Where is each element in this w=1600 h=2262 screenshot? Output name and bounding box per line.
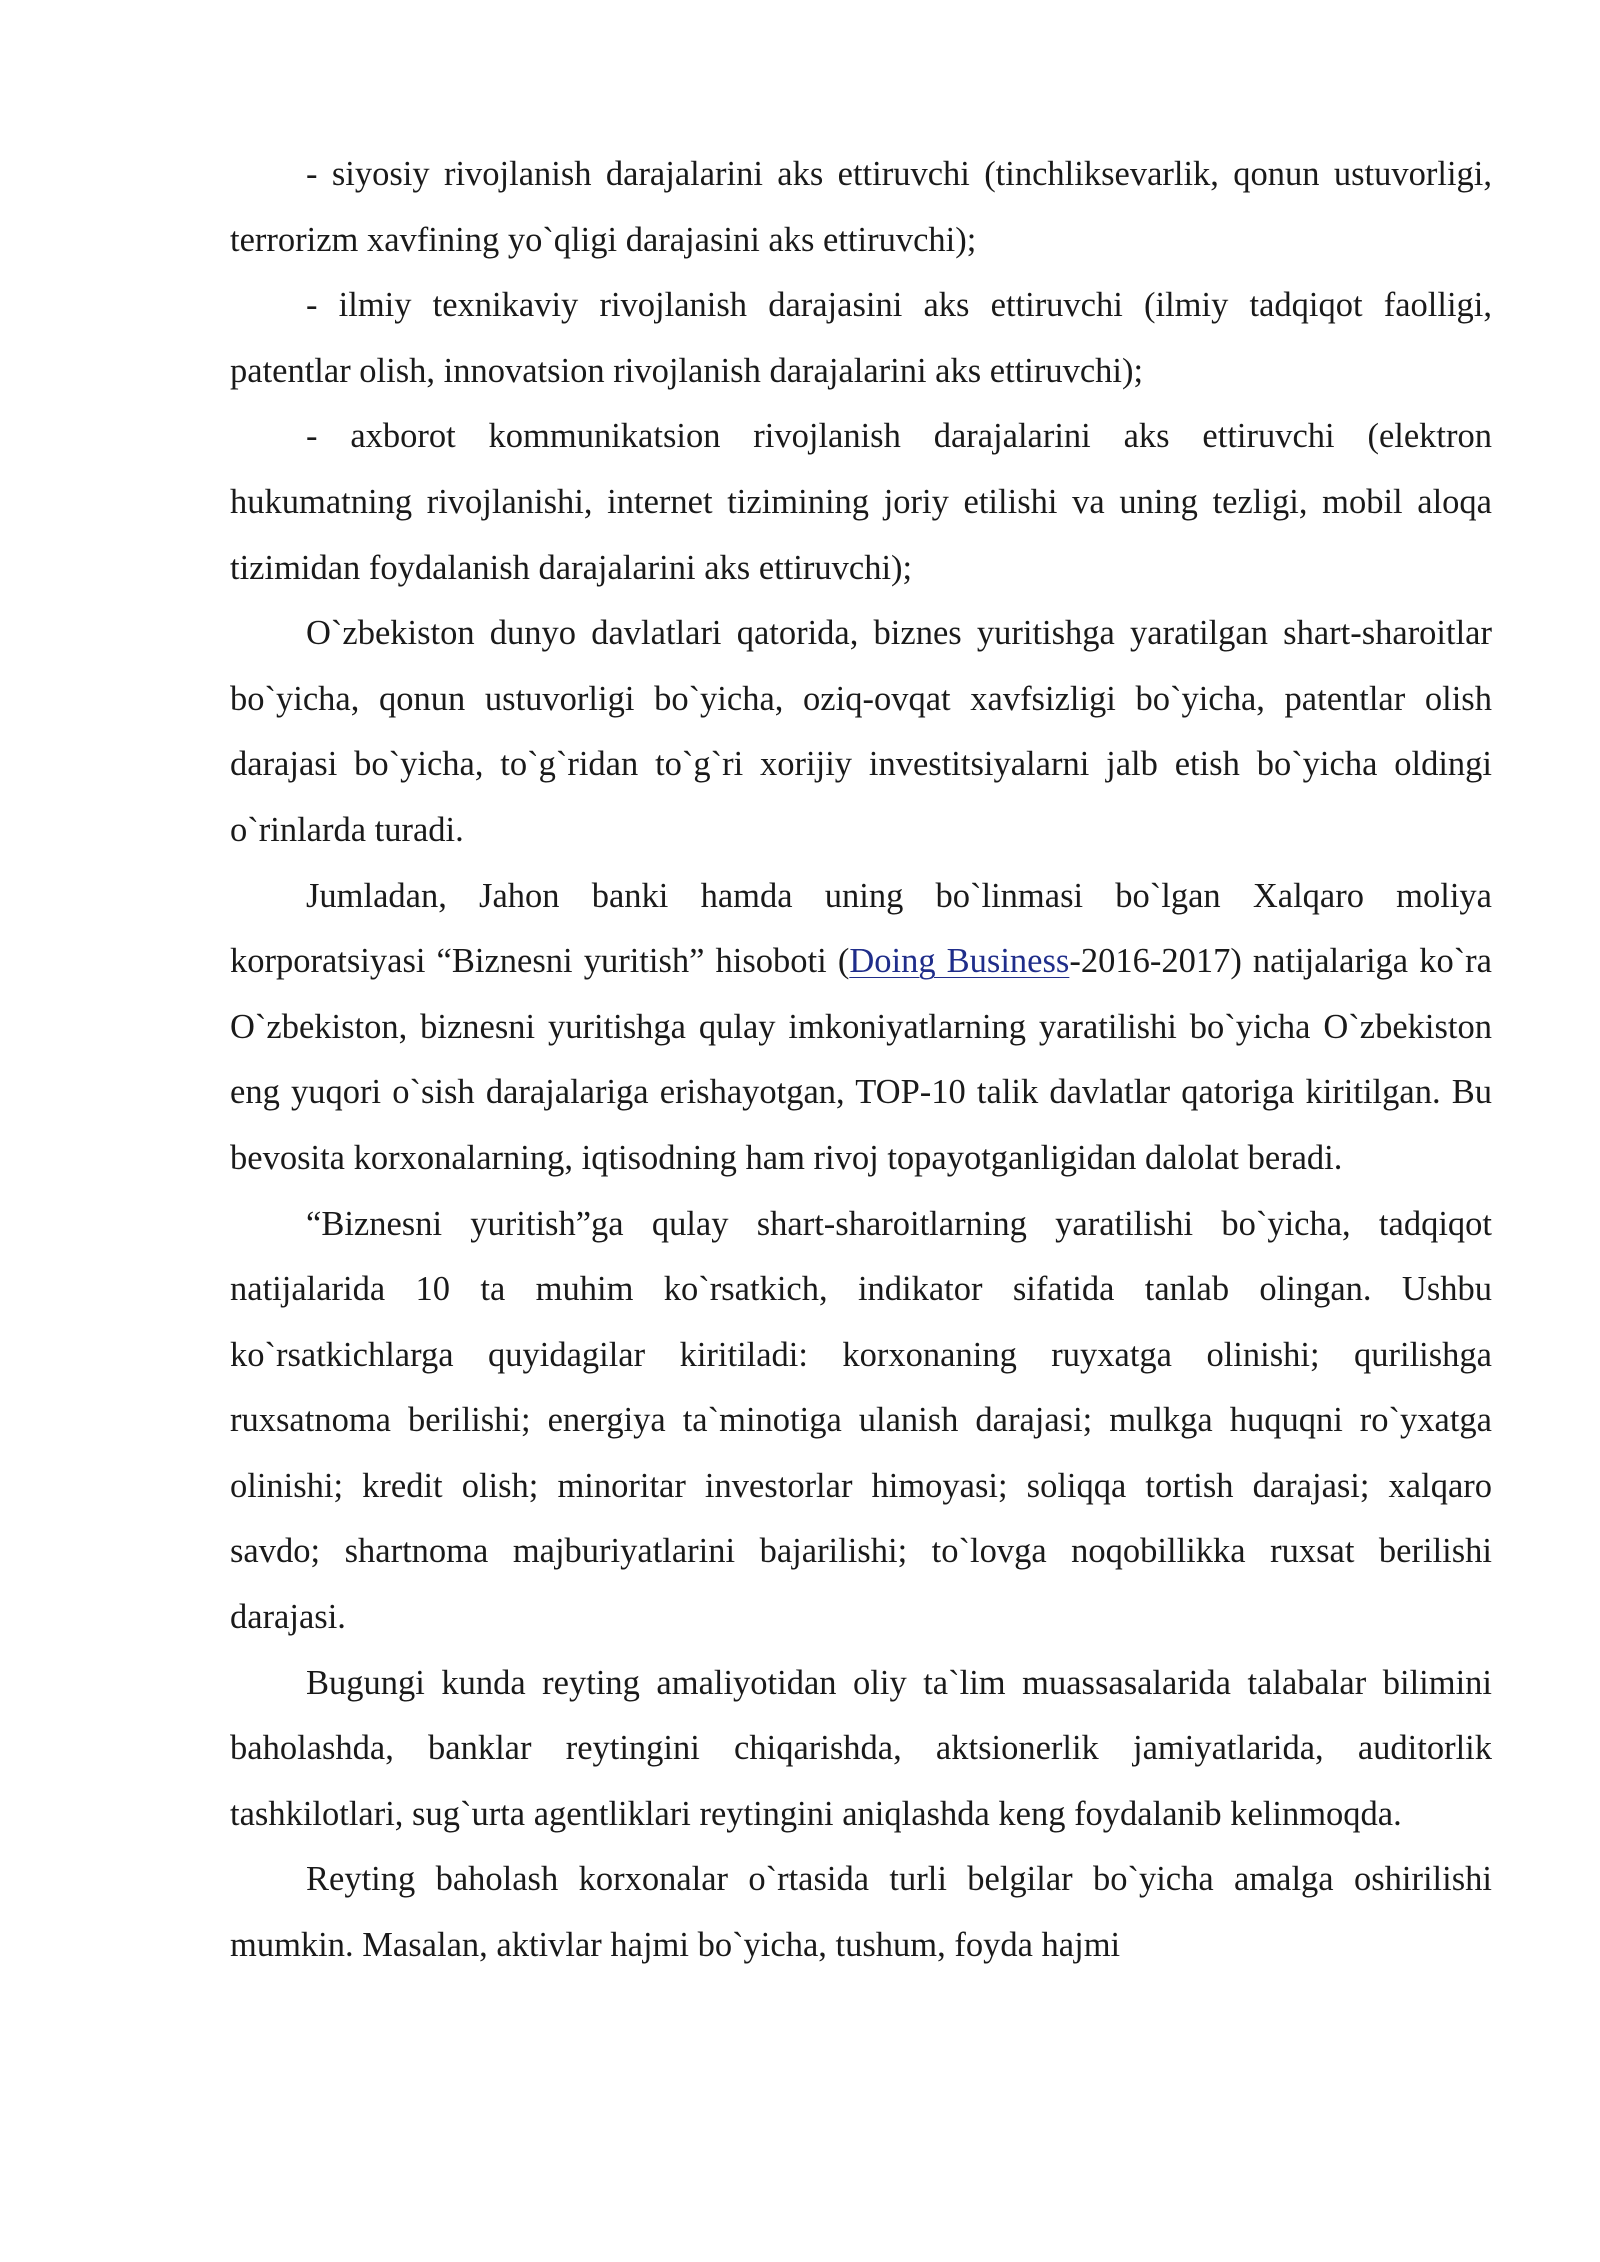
paragraph-ten-indicators: “Biznesni yuritish”ga qulay shart-sharoitlarning yaratilishi bo`yicha, tadqiqot natijalarida 10 ta muhim ko`rsatkich, indikator sifatida tanlab olingan. Ushbu ko`rsatkichlarga quyidagilar kiritiladi: korxonaning ruyxatga olinishi; qurilishga ruxsatnoma berilishi; energiya ta`minotiga ulanish darajasi; mulkga huquqni ro`yxatga olinishi; kredit olish; minoritar investorlar himoyasi; soliqqa tortish darajasi; xalqaro savdo; shartnoma majburiyatlarini bajarilishi; to`lovga noqobillikka ruxsat berilishi darajasi.: [230, 1204, 1492, 1637]
paragraph-uzbekistan-ranking: O`zbekiston dunyo davlatlari qatorida, biznes yuritishga yaratilgan shart-sharoitlar bo`yicha, qonun ustuvorligi bo`yicha, oziq-ovqat xavfsizligi bo`yicha, patentlar olish darajasi bo`yicha, to`g`ridan to`g`ri xorijiy investitsiyalarni jalb etish bo`yicha oldingi o`rinlarda turadi.: [230, 614, 1492, 849]
paragraph-ict-development: - axborot kommunikatsion rivojlanish darajalarini aks ettiruvchi (elektron hukumatning rivojlanishi, internet tizimining joriy etilishi va uning tezligi, mobil aloqa tizimidan foydalanish darajalarini aks ettiruvchi);: [230, 417, 1492, 587]
doing-business-link[interactable]: Doing Business: [849, 942, 1070, 981]
paragraph-rating-practice: Bugungi kunda reyting amaliyotidan oliy ta`lim muassasalarida talabalar bilimini baholashda, banklar reytingini chiqarishda, aktsionerlik jamiyatlarida, auditorlik tashkilotlari, sug`urta agentliklari reytingini aniqlashda keng foydalanib kelinmoqda.: [230, 1663, 1492, 1833]
paragraph-scientific-technical-development: - ilmiy texnikaviy rivojlanish darajasini aks ettiruvchi (ilmiy tadqiqot faolligi, patentlar olish, innovatsion rivojlanish darajalarini aks ettiruvchi);: [230, 286, 1492, 390]
paragraph-text-before-link: Jumladan, Jahon banki hamda uning bo`linmasi bo`lgan Xalqaro moliya korporatsiyasi “Biznesni yuritish” hisoboti (: [230, 876, 1492, 981]
paragraph-political-development: - siyosiy rivojlanish darajalarini aks ettiruvchi (tinchliksevarlik, qonun ustuvorligi, terrorizm xavfining yo`qligi darajasini aks ettiruvchi);: [230, 155, 1492, 259]
document-body: [230, 142, 1492, 1979]
paragraph-text-after-link: -2016-2017) natijalariga ko`ra O`zbekiston, biznesni yuritishga qulay imkoniyatlarning yaratilishi bo`yicha O`zbekiston eng yuqori o`sish darajalariga erishayotgan, TOP-10 talik davlatlar qatoriga kiritilgan. Bu bevosita korxonalarning, iqtisodning ham rivoj topayotganligidan dalolat beradi.: [230, 942, 1492, 1177]
paragraph-rating-assessment: Reyting baholash korxonalar o`rtasida turli belgilar bo`yicha amalga oshirilishi mumkin. Masalan, aktivlar hajmi bo`yicha, tushum, foyda hajmi: [230, 1860, 1492, 1965]
paragraph-doing-business-report: [230, 864, 1492, 1192]
